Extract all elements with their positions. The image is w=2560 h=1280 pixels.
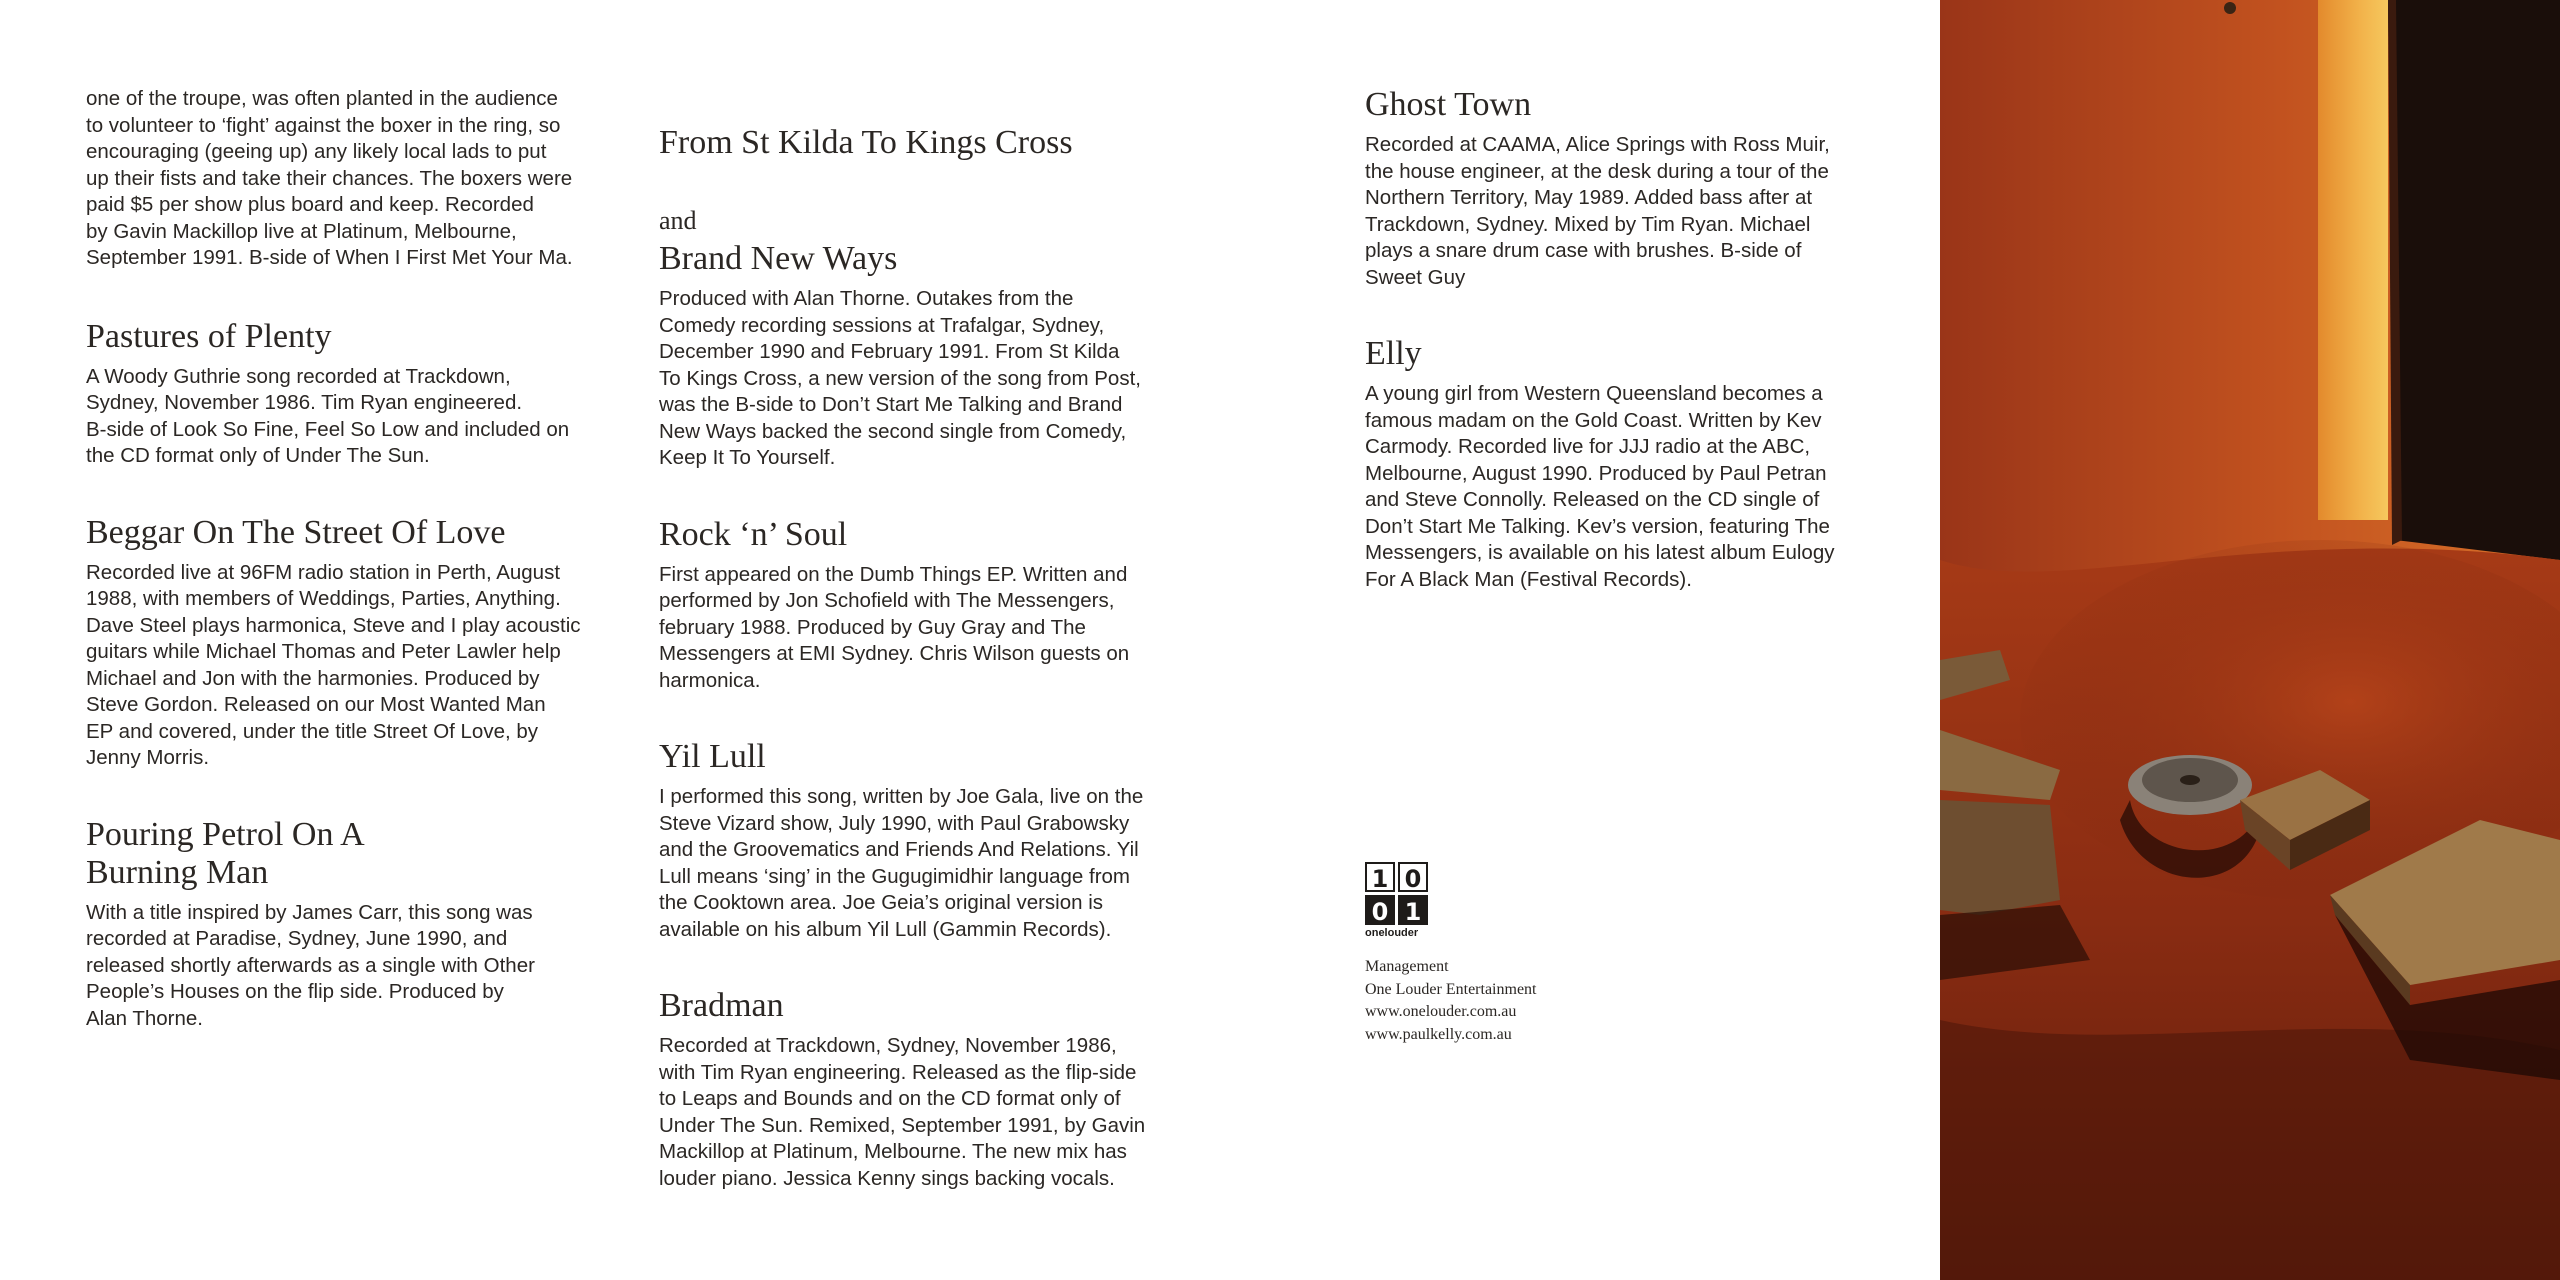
painting-light-beam <box>2318 0 2388 520</box>
section-body: With a title inspired by James Carr, this song was recorded at Paradise, Sydney, June 1990, and released shortly afterwards as a single with Other People’s Houses on the flip side. Produced by Alan Thorne. <box>86 900 535 1030</box>
painting-door-shadow <box>2388 0 2560 560</box>
section-bradman <box>659 987 1179 1192</box>
section-body: First appeared on the Dumb Things EP. Written and performed by Jon Schofield with The Messengers, february 1988. Produced by Guy Gray and The Messengers at EMI Sydney. Chris Wilson guests on harmonica. <box>659 562 1130 692</box>
section-title-line-1: From St Kilda To Kings Cross <box>659 124 1073 161</box>
section-body: one of the troupe, was often planted in the audience to volunteer to ‘fight’ against the boxer in the ring, so encouraging (geeing up) any likely local lads to put up their fists and take their chances. The boxers were paid $5 per show plus board and keep. Recorded by Gavin Mackillop live at Platinum, Melbourne, September 1991. B-side of When I First Met Your Ma. <box>86 87 573 269</box>
onelouder-logo <box>1365 862 1428 939</box>
section-title <box>659 86 1179 278</box>
painting-small-object <box>2224 2 2236 14</box>
section-body: I performed this song, written by Joe Gala, live on the Steve Vizard show, July 1990, with Paul Grabowsky and the Groovematics and Friends And Relations. Yil Lull means ‘sing’ in the Gugugimidhir language from the Cooktown area. Joe Geia’s original version is available on his album Yil Lull (Gammin Records). <box>659 785 1144 941</box>
section-beggar-on-the-street-of-love <box>86 514 606 772</box>
text-column-2 <box>659 86 1179 1236</box>
section-body: Recorded live at 96FM radio station in Perth, August 1988, with members of Weddings, Parties, Anything. Dave Steel plays harmonica, Steve and I play acoustic guitars while Michael Thomas and Peter Lawler help Michael and Jon with the harmonies. Produced by Steve Gordon. Released on our Most Wanted Man EP and covered, under the title Street Of Love, by Jenny Morris. <box>86 560 581 769</box>
continued-section <box>86 86 606 272</box>
section-body: Recorded at Trackdown, Sydney, November 1986, with Tim Ryan engineering. Released as the flip-side to Leaps and Bounds and on the CD format only of Under The Sun. Remixed, September 1991, by Gavin Mackillop at Platinum, Melbourne. The new mix has louder piano. Jessica Kenny sings backing vocals. <box>659 1034 1146 1190</box>
management-label: Management <box>1365 958 1449 975</box>
section-body: A young girl from Western Queensland becomes a famous madam on the Gold Coast. Written by Kev Carmody. Recorded live for JJJ radio at the ABC, Melbourne, August 1990. Produced by Paul Petran and Steve Connolly. Released on the CD single of Don’t Start Me Talking. Kev’s version, featuring The Messengers, is available on his latest album Eulogy For A Black Man (Festival Records). <box>1365 382 1835 591</box>
section-title: Elly <box>1365 335 1422 372</box>
section-pouring-petrol <box>86 816 606 1033</box>
section-rock-n-soul <box>659 516 1179 695</box>
logo-wordmark: onelouder <box>1365 927 1419 939</box>
section-title: Bradman <box>659 987 784 1024</box>
management-company: One Louder Entertainment <box>1365 980 1537 998</box>
section-title-and: and <box>659 206 697 235</box>
logo-digit: 0 <box>1398 862 1428 892</box>
painting-artwork <box>1940 0 2560 1280</box>
logo-digit: 1 <box>1398 895 1428 925</box>
painting-film-reel-hub <box>2180 775 2200 785</box>
painting-tile-left-lower <box>1940 800 2060 915</box>
section-elly <box>1365 335 1885 593</box>
section-body: Recorded at CAAMA, Alice Springs with Ross Muir, the house engineer, at the desk during a tour of the Northern Territory, May 1989. Added bass after at Trackdown, Sydney. Mixed by Tim Ryan. Michael plays a snare drum case with brushes. B-side of Sweet Guy <box>1365 133 1830 289</box>
section-title: Yil Lull <box>659 738 766 775</box>
section-body: Produced with Alan Thorne. Outakes from the Comedy recording sessions at Trafalgar, Sydney, December 1990 and February 1991. From St Kilda To Kings Cross, a new version of the song from Post, was the B-side to Don’t Start Me Talking and Brand New Ways backed the second single from Comedy, Keep It To Yourself. <box>659 287 1141 469</box>
management-info <box>1365 956 1537 1046</box>
website-link[interactable]: www.paulkelly.com.au <box>1365 1025 1512 1043</box>
logo-digit: 1 <box>1365 862 1395 892</box>
section-title: Beggar On The Street Of Love <box>86 513 506 551</box>
section-title: Ghost Town <box>1365 86 1532 123</box>
section-st-kilda-to-kings-cross <box>659 86 1179 472</box>
website-link[interactable]: www.onelouder.com.au <box>1365 1003 1517 1020</box>
section-ghost-town <box>1365 86 1885 291</box>
section-title: Pastures of Plenty <box>86 317 332 355</box>
section-yil-lull <box>659 738 1179 943</box>
section-body: A Woody Guthrie song recorded at Trackdown, Sydney, November 1986. Tim Ryan engineered. B-side of Look So Fine, Feel So Low and included on the CD format only of Under The Sun. <box>86 364 570 467</box>
section-title: Pouring Petrol On A Burning Man <box>86 815 365 891</box>
section-pastures-of-plenty <box>86 318 606 470</box>
section-title-line-2: Brand New Ways <box>659 240 898 277</box>
text-column-3 <box>1365 86 1885 637</box>
text-column-1 <box>86 86 606 1076</box>
section-title: Rock ‘n’ Soul <box>659 515 848 553</box>
logo-digit-grid <box>1365 862 1428 925</box>
logo-digit: 0 <box>1365 895 1395 925</box>
